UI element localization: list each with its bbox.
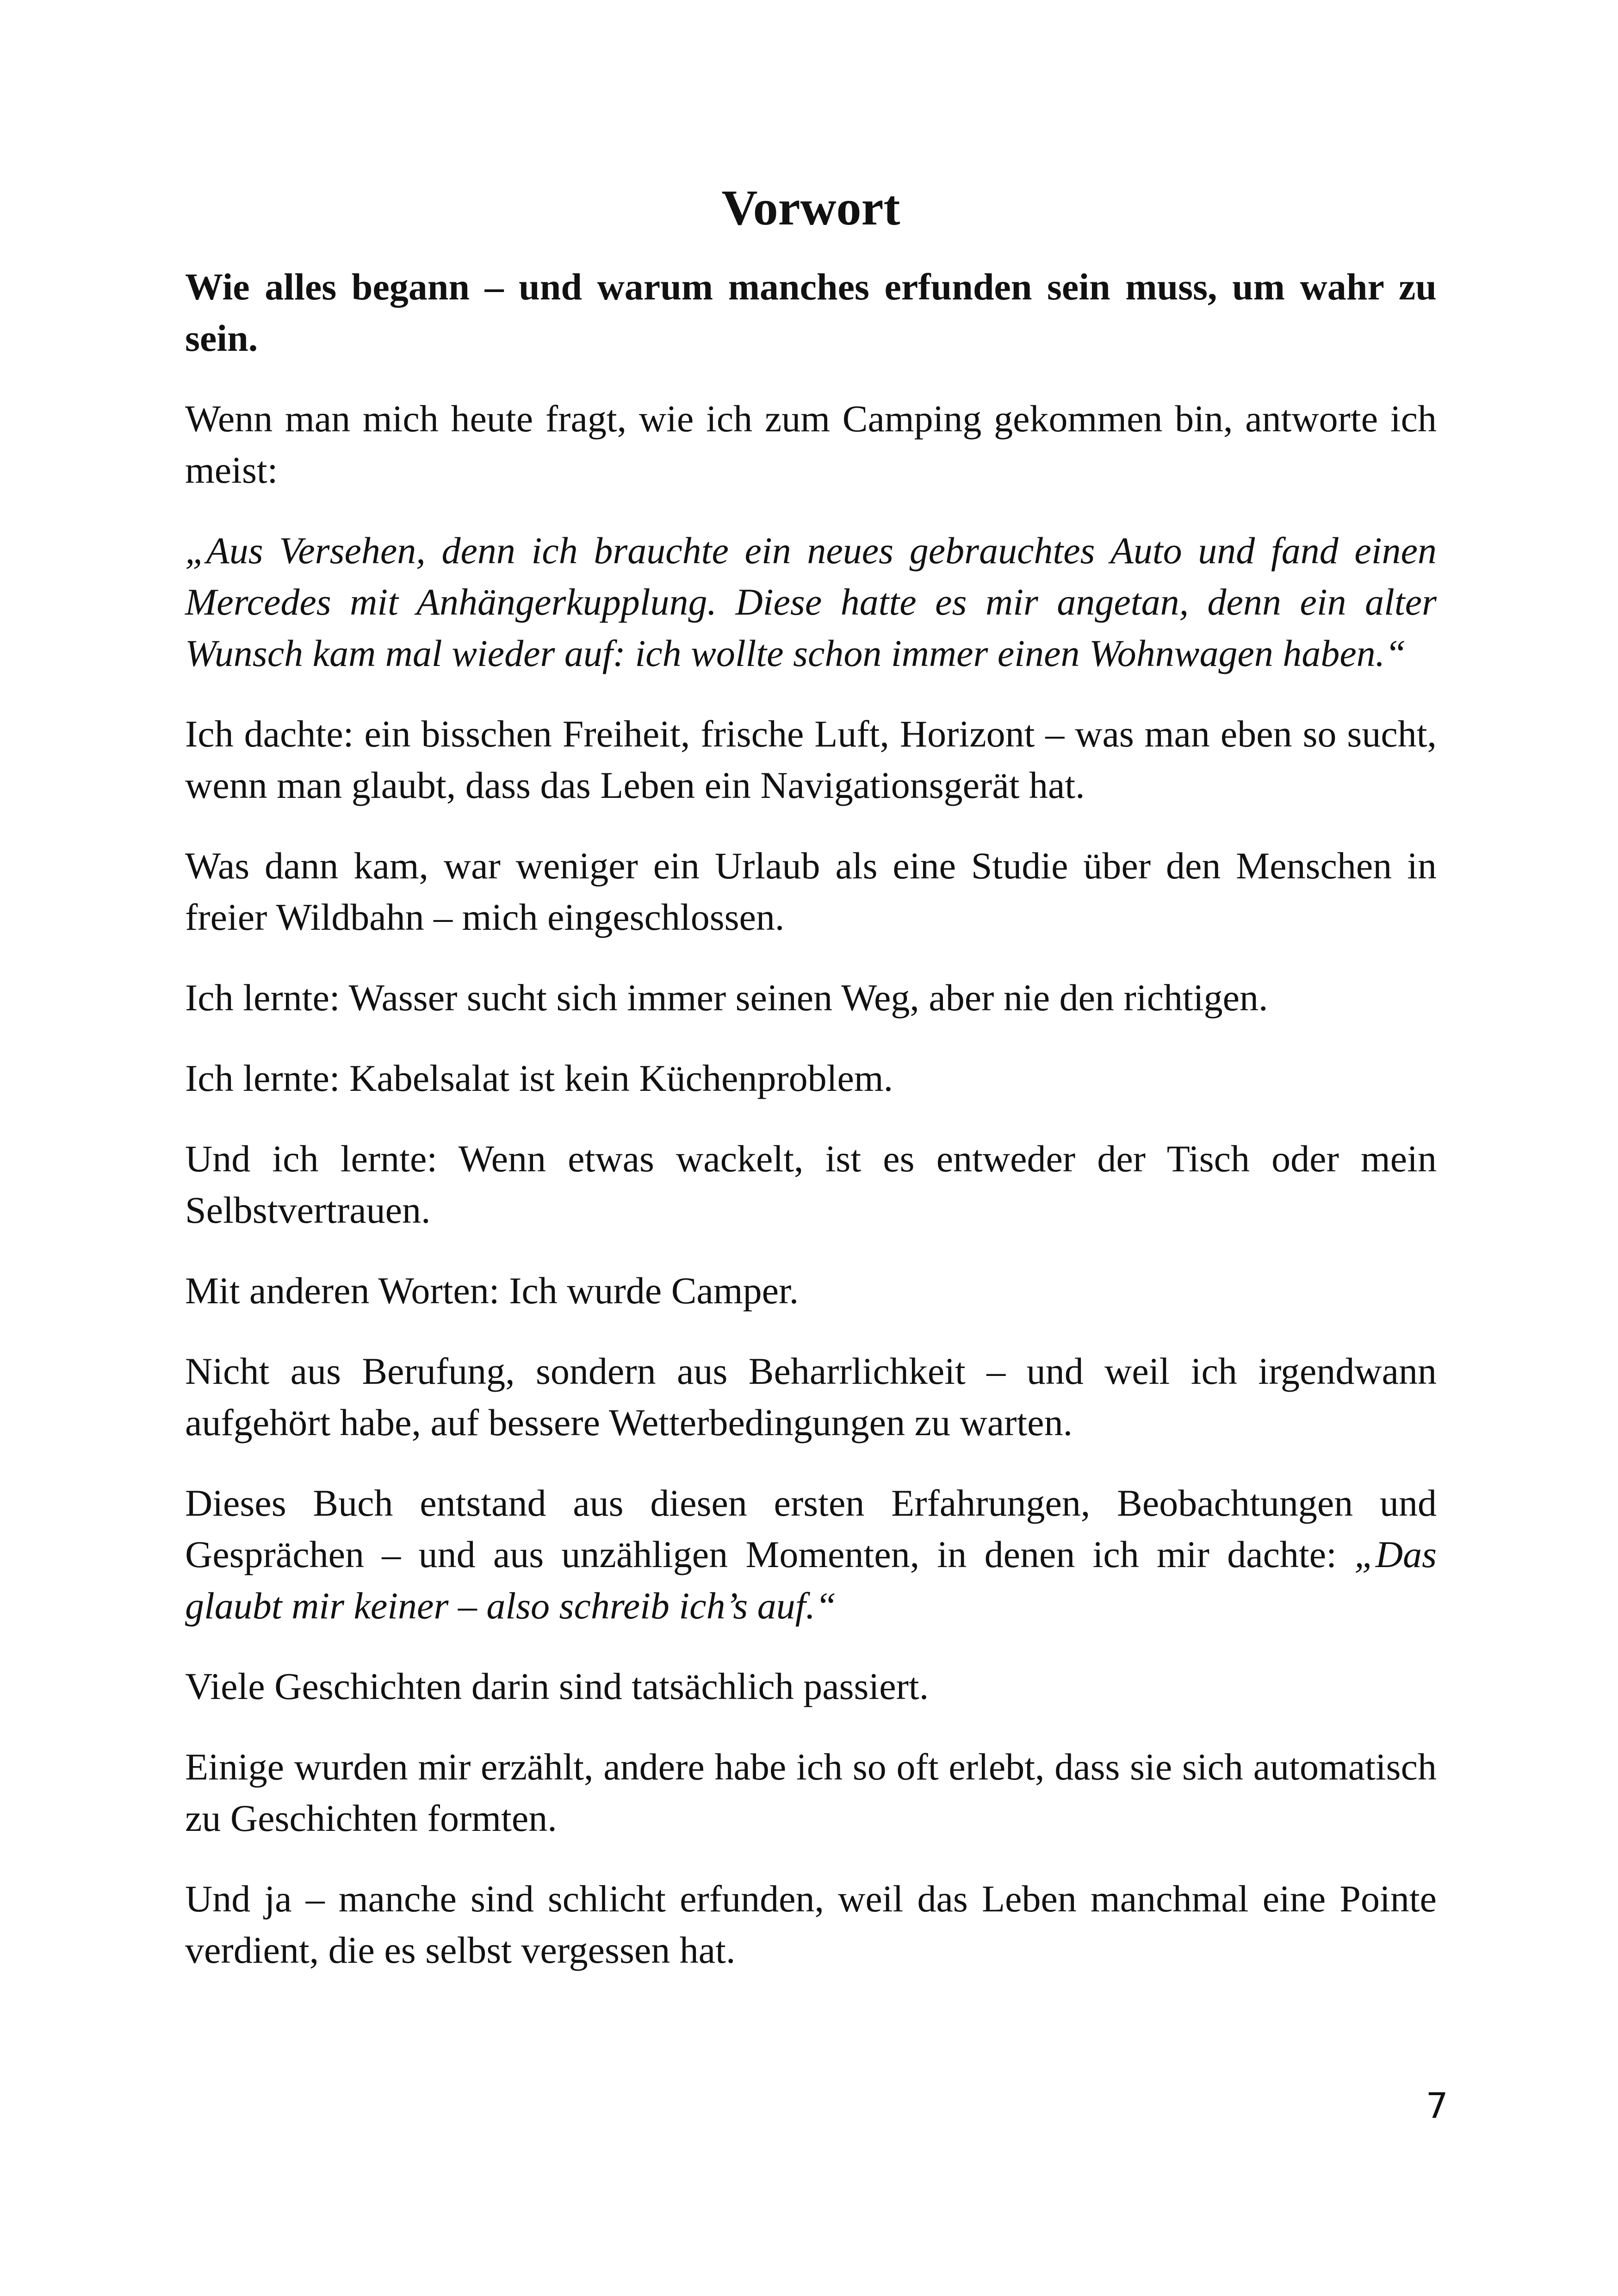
paragraph-told-stories: Einige wurden mir erzählt, andere habe ich so oft erlebt, dass sie sich automatisch zu Geschichten formten. bbox=[185, 1746, 1437, 1839]
paragraph-cables: Ich lernte: Kabelsalat ist kein Küchenproblem. bbox=[185, 1057, 893, 1099]
paragraph-freedom: Ich dachte: ein bisschen Freiheit, frische Luft, Horizont – was man eben so sucht, wenn man glaubt, dass das Leben ein Navigationsgerät hat. bbox=[185, 713, 1437, 806]
paragraph-invented-stories: Und ja – manche sind schlicht erfunden, weil das Leben manchmal eine Pointe verdient, die es selbst vergessen hat. bbox=[185, 1878, 1437, 1971]
paragraph-study: Was dann kam, war weniger ein Urlaub als eine Studie über den Menschen in freier Wildbahn – mich eingeschlossen. bbox=[185, 845, 1437, 938]
text-block bbox=[185, 171, 1437, 2005]
page-number: 7 bbox=[1426, 2085, 1448, 2126]
book-origin-text: Dieses Buch entstand aus diesen ersten Erfahrungen, Beobachtungen und Gesprächen – und aus unzähligen Momenten, in denen ich mir dachte: bbox=[185, 1482, 1437, 1575]
paragraph-wobble: Und ich lernte: Wenn etwas wackelt, ist es entweder der Tisch oder mein Selbstvertrauen. bbox=[185, 1138, 1437, 1231]
paragraph-book-origin bbox=[185, 1477, 1437, 1631]
paragraph-persistence: Nicht aus Berufung, sondern aus Beharrlichkeit – und weil ich irgendwann aufgehört habe, auf bessere Wetterbedingungen zu warten. bbox=[185, 1350, 1437, 1444]
paragraph-water: Ich lernte: Wasser sucht sich immer seinen Weg, aber nie den richtigen. bbox=[185, 977, 1268, 1019]
page-title: Vorwort bbox=[721, 180, 900, 236]
chapter-subtitle: Wie alles begann – und warum manches erfunden sein muss, um wahr zu sein. bbox=[185, 266, 1437, 359]
book-origin-quote: „Das glaubt mir keiner – also schreib ich’s auf.“ bbox=[185, 1533, 1437, 1627]
paragraph-camping-question: Wenn man mich heute fragt, wie ich zum Camping gekommen bin, antworte ich meist: bbox=[185, 398, 1437, 491]
paragraph-camper: Mit anderen Worten: Ich wurde Camper. bbox=[185, 1269, 799, 1312]
paragraph-true-stories: Viele Geschichten darin sind tatsächlich passiert. bbox=[185, 1665, 929, 1707]
paragraph-quote-mercedes: „Aus Versehen, denn ich brauchte ein neues gebrauchtes Auto und fand einen Mercedes mit Anhängerkupplung. Diese hatte es mir angetan, denn ein alter Wunsch kam mal wieder auf: ich wollte schon immer einen Wohnwagen haben.“ bbox=[185, 529, 1437, 674]
